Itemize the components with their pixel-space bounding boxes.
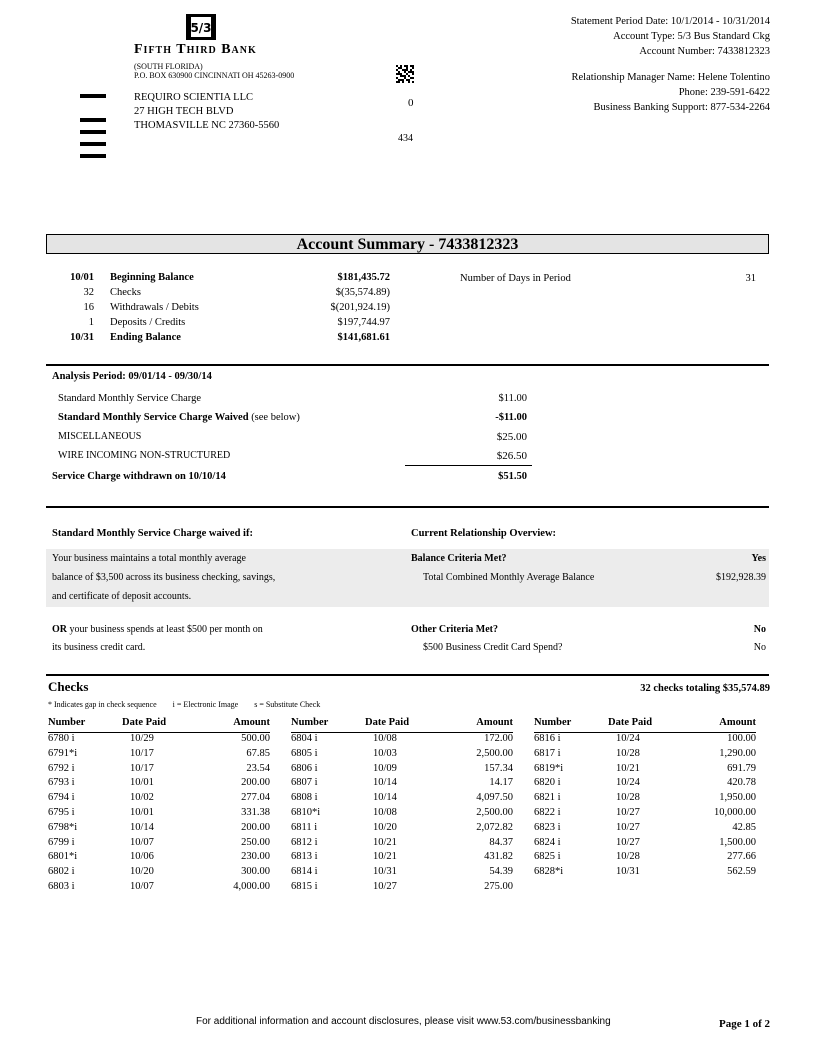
check-date: 10/09	[373, 762, 397, 774]
check-amount: 275.00	[484, 880, 513, 892]
check-date: 10/27	[616, 836, 640, 848]
check-number: 6794 i	[48, 792, 75, 804]
analysis-label-suffix: (see below)	[248, 412, 300, 423]
check-date: 10/29	[130, 733, 154, 744]
checks-header-cell: Number	[534, 717, 572, 728]
check-date: 10/20	[373, 821, 397, 833]
check-date: 10/27	[616, 806, 640, 818]
check-date: 10/28	[616, 851, 640, 863]
check-amount: 431.82	[484, 851, 513, 863]
check-date: 10/01	[130, 777, 154, 789]
check-number: 6811 i	[291, 821, 318, 833]
check-date: 10/07	[130, 836, 154, 848]
check-row	[291, 748, 513, 763]
support-phone: Business Banking Support: 877-534-2264	[593, 102, 770, 113]
checks-header-cell: Date Paid	[365, 717, 410, 728]
check-amount: 2,500.00	[476, 747, 513, 759]
check-amount: 300.00	[241, 866, 270, 878]
check-number: 6816 i	[534, 733, 561, 744]
checks-header-row	[48, 717, 270, 733]
checks-header-row	[291, 717, 513, 733]
page-number: Page 1 of 2	[718, 1018, 770, 1030]
barcode-code: 0	[408, 97, 414, 109]
summary-row	[46, 272, 390, 287]
check-date: 10/17	[130, 747, 154, 759]
summary-label: Withdrawals / Debits	[110, 302, 199, 313]
checks-column	[48, 717, 270, 896]
total-rule	[405, 465, 532, 466]
check-number: 6812 i	[291, 836, 318, 848]
check-row	[534, 851, 756, 866]
check-date: 10/31	[616, 866, 640, 878]
analysis-label-waived	[58, 412, 300, 423]
summary-row	[46, 332, 390, 347]
check-number: 6802 i	[48, 866, 75, 878]
checks-header-cell: Date Paid	[122, 717, 167, 728]
check-date: 10/17	[130, 762, 154, 774]
check-number: 6814 i	[291, 866, 318, 878]
legend-item: s = Substitute Check	[254, 700, 321, 709]
check-number: 6793 i	[48, 777, 75, 789]
check-amount: 1,500.00	[719, 836, 756, 848]
checks-header-cell: Number	[291, 717, 329, 728]
summary-table	[46, 272, 390, 347]
summary-date: 10/31	[70, 332, 94, 343]
check-amount: 23.54	[246, 762, 270, 774]
analysis-table	[52, 393, 532, 490]
check-row	[534, 822, 756, 837]
summary-count: 32	[83, 287, 94, 298]
check-row	[534, 792, 756, 807]
account-summary-title: Account Summary - 7433812323	[46, 234, 769, 254]
check-number: 6819*i	[534, 762, 564, 774]
check-number: 6822 i	[534, 806, 561, 818]
check-number: 6805 i	[291, 747, 318, 759]
check-date: 10/01	[130, 806, 154, 818]
check-date: 10/07	[130, 880, 154, 892]
check-date: 10/14	[373, 792, 397, 804]
check-row	[291, 807, 513, 822]
check-amount: 200.00	[241, 777, 270, 789]
check-row	[534, 866, 756, 881]
mail-barcode-bar	[80, 94, 106, 98]
check-number: 6828*i	[534, 866, 564, 878]
check-amount: 54.39	[489, 866, 513, 878]
check-date: 10/24	[616, 777, 640, 789]
check-amount: 4,097.50	[476, 792, 513, 804]
balance-criteria-label: Balance Criteria Met?	[411, 553, 507, 564]
waiver-credit-text: its business credit card.	[52, 642, 146, 653]
relationship-heading: Current Relationship Overview:	[411, 528, 557, 539]
check-number: 6806 i	[291, 762, 318, 774]
waiver-credit-line: your business spends at least $500 per month on	[67, 624, 263, 635]
summary-count: 16	[83, 302, 94, 313]
check-number: 6801*i	[48, 851, 78, 863]
check-number: 6823 i	[534, 821, 561, 833]
analysis-total-label: Service Charge withdrawn on 10/10/14	[52, 471, 226, 482]
summary-label: Ending Balance	[110, 332, 181, 343]
customer-name: REQUIRO SCIENTIA LLC	[134, 92, 253, 103]
check-number: 6810*i	[291, 806, 321, 818]
waiver-or: OR	[52, 624, 67, 635]
mail-barcode-bar	[80, 154, 106, 158]
check-amount: 277.66	[727, 851, 756, 863]
customer-address	[134, 91, 279, 133]
bank-po-address: P.O. BOX 630900 CINCINNATI OH 45263-0900	[134, 71, 295, 80]
qr-code-icon	[396, 65, 414, 83]
checks-header-cell: Amount	[233, 717, 270, 728]
summary-row	[46, 302, 390, 317]
bank-logo-icon	[186, 14, 216, 40]
check-amount: 67.85	[246, 747, 270, 759]
check-number: 6803 i	[48, 880, 75, 892]
check-number: 6804 i	[291, 733, 318, 744]
check-amount: 172.00	[484, 733, 513, 744]
check-amount: 1,290.00	[719, 747, 756, 759]
check-amount: 157.34	[484, 762, 513, 774]
statement-period: Statement Period Date: 10/1/2014 - 10/31/2014	[570, 16, 770, 27]
check-row	[291, 822, 513, 837]
check-number: 6799 i	[48, 836, 75, 848]
check-date: 10/21	[373, 836, 397, 848]
barcode-code: 434	[398, 133, 413, 144]
analysis-total-row	[52, 471, 532, 490]
check-amount: 331.38	[241, 806, 270, 818]
check-amount: 230.00	[241, 851, 270, 863]
mail-barcode-bar	[80, 142, 106, 146]
bank-region: (SOUTH FLORIDA)	[134, 62, 203, 71]
check-date: 10/06	[130, 851, 154, 863]
days-in-period-value: 31	[745, 273, 756, 284]
credit-spend-value: No	[753, 642, 766, 653]
section-divider	[46, 506, 769, 508]
analysis-amount: -$11.00	[495, 412, 527, 423]
analysis-period-title: Analysis Period: 09/01/14 - 09/30/14	[52, 371, 212, 382]
check-date: 10/21	[616, 762, 640, 774]
check-row	[48, 733, 270, 748]
days-in-period-label: Number of Days in Period	[460, 273, 571, 284]
other-criteria-label: Other Criteria Met?	[411, 624, 498, 635]
check-number: 6807 i	[291, 777, 318, 789]
waiver-heading: Standard Monthly Service Charge waived if:	[52, 528, 253, 539]
check-row	[48, 851, 270, 866]
check-row	[48, 792, 270, 807]
check-number: 6813 i	[291, 851, 318, 863]
summary-date: 10/01	[70, 272, 94, 283]
summary-count: 1	[88, 317, 94, 328]
customer-city: THOMASVILLE NC 27360-5560	[134, 120, 280, 131]
check-amount: 2,500.00	[476, 806, 513, 818]
check-number: 6817 i	[534, 747, 561, 759]
check-row	[48, 881, 270, 896]
check-date: 10/14	[373, 777, 397, 789]
check-amount: 1,950.00	[719, 792, 756, 804]
credit-spend-label: $500 Business Credit Card Spend?	[423, 642, 563, 653]
check-date: 10/02	[130, 792, 154, 804]
analysis-label: WIRE INCOMING NON-STRUCTURED	[58, 450, 231, 461]
analysis-label: Standard Monthly Service Charge	[58, 393, 201, 404]
checks-column	[291, 717, 513, 896]
check-date: 10/08	[373, 733, 397, 744]
check-number: 6815 i	[291, 880, 318, 892]
check-row	[48, 837, 270, 852]
analysis-amount: $11.00	[498, 393, 527, 404]
check-row	[291, 866, 513, 881]
relationship-manager-info	[571, 70, 770, 115]
check-row	[291, 777, 513, 792]
statement-info	[571, 14, 770, 59]
check-date: 10/14	[130, 821, 154, 833]
checks-header-cell: Number	[48, 717, 86, 728]
check-date: 10/28	[616, 792, 640, 804]
checks-title: Checks	[48, 679, 89, 694]
summary-label: Checks	[110, 287, 141, 298]
mail-barcode-bar	[80, 130, 106, 134]
check-amount: 420.78	[727, 777, 756, 789]
analysis-row	[52, 450, 532, 469]
check-date: 10/21	[373, 851, 397, 863]
check-date: 10/27	[616, 821, 640, 833]
other-criteria-value: No	[753, 624, 766, 635]
analysis-total-amount: $51.50	[498, 471, 527, 482]
check-row	[48, 822, 270, 837]
summary-amount: $181,435.72	[337, 272, 390, 283]
check-row	[291, 763, 513, 778]
waiver-balance-text: Your business maintains a total monthly average	[52, 553, 246, 564]
bank-name: Fifth Third Bank	[134, 42, 257, 57]
analysis-row	[52, 412, 532, 431]
check-row	[534, 837, 756, 852]
account-type: Account Type: 5/3 Bus Standard Ckg	[613, 31, 770, 42]
combined-balance-value: $192,928.39	[716, 572, 766, 583]
check-number: 6780 i	[48, 733, 75, 744]
checks-legend	[48, 700, 334, 709]
check-row	[291, 851, 513, 866]
check-amount: 500.00	[241, 733, 270, 744]
summary-amount: $197,744.97	[337, 317, 390, 328]
check-number: 6808 i	[291, 792, 318, 804]
check-amount: 4,000.00	[233, 880, 270, 892]
check-row	[291, 733, 513, 748]
check-amount: 14.17	[489, 777, 513, 789]
footer-disclosure: For additional information and account disclosures, please visit www.53.com/businessbanking	[196, 1016, 611, 1027]
check-row	[291, 881, 513, 896]
check-date: 10/08	[373, 806, 397, 818]
analysis-amount: $26.50	[496, 450, 527, 462]
check-amount: 84.37	[489, 836, 513, 848]
check-number: 6820 i	[534, 777, 561, 789]
summary-amount: $(201,924.19)	[330, 302, 390, 313]
check-row	[291, 837, 513, 852]
summary-row	[46, 317, 390, 332]
check-amount: 42.85	[732, 821, 756, 833]
check-row	[534, 777, 756, 792]
balance-criteria-value: Yes	[751, 553, 766, 564]
relationship-manager: Relationship Manager Name: Helene Tolentino	[571, 72, 770, 83]
checks-total: 32 checks totaling $35,574.89	[640, 683, 770, 694]
manager-phone: Phone: 239-591-6422	[678, 87, 770, 98]
check-amount: 250.00	[241, 836, 270, 848]
check-row	[291, 792, 513, 807]
summary-amount: $(35,574.89)	[335, 287, 390, 298]
check-row	[48, 866, 270, 881]
check-date: 10/20	[130, 866, 154, 878]
check-row	[534, 748, 756, 763]
check-row	[48, 748, 270, 763]
summary-row	[46, 287, 390, 302]
check-amount: 200.00	[241, 821, 270, 833]
check-number: 6824 i	[534, 836, 561, 848]
analysis-label: MISCELLANEOUS	[58, 431, 142, 442]
analysis-label: Standard Monthly Service Charge Waived	[58, 412, 249, 423]
account-number: Account Number: 7433812323	[639, 46, 770, 57]
check-row	[48, 807, 270, 822]
check-row	[48, 777, 270, 792]
check-row	[534, 763, 756, 778]
checks-column	[534, 717, 756, 881]
legend-item: i = Electronic Image	[172, 700, 239, 709]
check-number: 6795 i	[48, 806, 75, 818]
svg-text:5/3: 5/3	[190, 21, 212, 35]
check-number: 6792 i	[48, 762, 75, 774]
check-amount: 10,000.00	[714, 806, 756, 818]
mail-barcode-bar	[80, 118, 106, 122]
analysis-row	[52, 431, 532, 450]
check-amount: 562.59	[727, 866, 756, 878]
check-date: 10/27	[373, 880, 397, 892]
check-number: 6791*i	[48, 747, 78, 759]
check-amount: 277.04	[241, 792, 270, 804]
checks-header-cell: Amount	[476, 717, 513, 728]
check-row	[48, 763, 270, 778]
analysis-amount: $25.00	[496, 431, 527, 443]
check-number: 6798*i	[48, 821, 78, 833]
check-amount: 100.00	[727, 733, 756, 744]
summary-amount: $141,681.61	[337, 332, 390, 343]
summary-label: Deposits / Credits	[110, 317, 186, 328]
check-row	[534, 733, 756, 748]
checks-header-cell: Date Paid	[608, 717, 653, 728]
section-divider	[46, 364, 769, 366]
check-amount: 691.79	[727, 762, 756, 774]
analysis-row	[52, 393, 532, 412]
customer-street: 27 HIGH TECH BLVD	[134, 106, 234, 117]
check-date: 10/28	[616, 747, 640, 759]
check-date: 10/31	[373, 866, 397, 878]
waiver-balance-text: balance of $3,500 across its business checking, savings,	[52, 572, 276, 583]
check-amount: 2,072.82	[476, 821, 513, 833]
waiver-credit-text	[52, 624, 263, 635]
check-number: 6825 i	[534, 851, 561, 863]
checks-header-cell: Amount	[719, 717, 756, 728]
check-date: 10/24	[616, 733, 640, 744]
waiver-balance-text: and certificate of deposit accounts.	[52, 591, 192, 602]
summary-label: Beginning Balance	[110, 272, 194, 283]
check-date: 10/03	[373, 747, 397, 759]
combined-balance-label: Total Combined Monthly Average Balance	[423, 572, 595, 583]
checks-header-row	[534, 717, 756, 733]
legend-item: * Indicates gap in check sequence	[48, 700, 157, 709]
check-row	[534, 807, 756, 822]
check-number: 6821 i	[534, 792, 561, 804]
section-divider	[46, 674, 769, 676]
